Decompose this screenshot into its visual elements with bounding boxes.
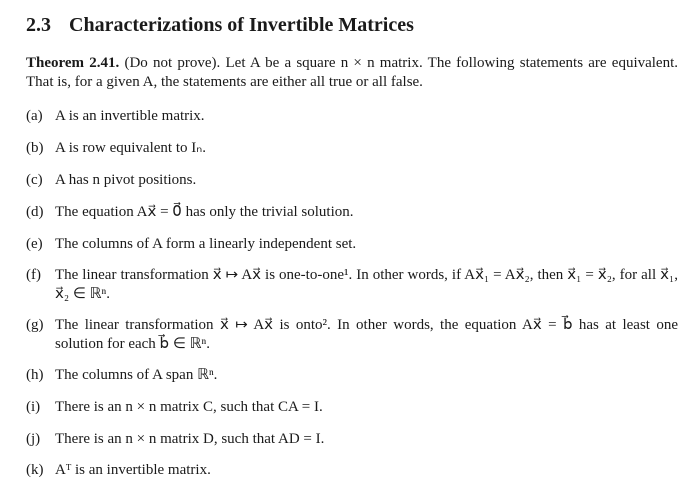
list-item	[26, 139, 678, 158]
item-text: Aᵀ is an invertible matrix.	[55, 462, 211, 478]
item-marker: (h)	[26, 367, 44, 383]
list-item	[26, 203, 678, 222]
item-marker: (k)	[26, 462, 44, 478]
list-item	[26, 398, 678, 417]
list-item	[26, 461, 678, 480]
equivalent-statements-list	[26, 107, 678, 480]
theorem-label: Theorem 2.41.	[26, 55, 120, 71]
list-item	[26, 171, 678, 190]
item-marker: (i)	[26, 399, 41, 415]
theorem-statement	[26, 54, 678, 92]
list-item	[26, 316, 678, 354]
item-text: The columns of A span ℝⁿ.	[55, 367, 218, 383]
section-title: Characterizations of Invertible Matrices	[69, 14, 414, 36]
item-marker: (c)	[26, 172, 43, 188]
item-marker: (f)	[26, 267, 41, 283]
list-item	[26, 107, 678, 126]
item-text: The linear transformation x⃗ ↦ Ax⃗ is one-to-one¹. In other words, if Ax⃗₁ = Ax⃗₂, then x⃗₁ = x⃗₂, for all x⃗₁, x⃗₂ ∈ ℝⁿ.	[55, 267, 678, 302]
item-marker: (a)	[26, 108, 43, 124]
list-item	[26, 366, 678, 385]
item-text: A is an invertible matrix.	[55, 108, 205, 124]
list-item	[26, 266, 678, 304]
theorem-text: (Do not prove). Let A be a square n × n matrix. The following statements are equivalent. That is, for a given A, the statements are either all true or all false.	[26, 55, 679, 90]
item-text: The linear transformation x⃗ ↦ Ax⃗ is onto². In other words, the equation Ax⃗ = b⃗ has at least one solution for each b⃗ ∈ ℝⁿ.	[55, 317, 678, 352]
item-marker: (g)	[26, 317, 44, 333]
list-item	[26, 235, 678, 254]
item-text: A is row equivalent to Iₙ.	[55, 140, 206, 156]
list-item	[26, 430, 678, 449]
item-marker: (e)	[26, 236, 43, 252]
item-marker: (d)	[26, 204, 44, 220]
item-text: The equation Ax⃗ = 0⃗ has only the trivial solution.	[55, 204, 354, 220]
item-text: There is an n × n matrix C, such that CA = I.	[55, 399, 323, 415]
item-text: There is an n × n matrix D, such that AD = I.	[55, 431, 325, 447]
section-heading	[26, 8, 678, 42]
item-marker: (j)	[26, 431, 41, 447]
section-number: 2.3	[26, 14, 51, 36]
item-text: The columns of A form a linearly independent set.	[55, 236, 357, 252]
item-text: A has n pivot positions.	[55, 172, 197, 188]
item-marker: (b)	[26, 140, 44, 156]
